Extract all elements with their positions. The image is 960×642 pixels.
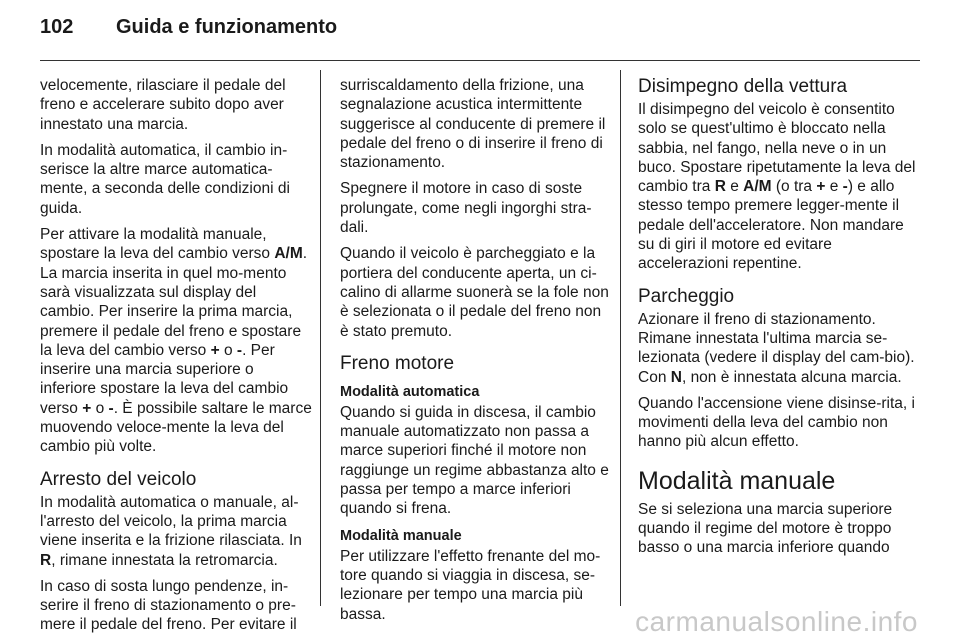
paragraph: Spegnere il motore in caso di soste prolungate, come negli ingorghi stra-dali. — [340, 180, 592, 237]
gear-symbol-minus: - — [236, 341, 243, 359]
page-number: 102 — [40, 16, 74, 38]
gear-symbol-r: R — [714, 178, 726, 196]
text-column-2 — [340, 76, 612, 631]
watermark: carmanualsonline.info — [635, 606, 918, 637]
paragraph: surriscaldamento della frizione, una segnalazione acustica intermittente suggerisce al conducente di premere il pedale del freno o di inserire il freno di stazionamento. — [340, 77, 606, 172]
heading-freno-motore: Freno motore — [340, 352, 455, 374]
subheading-automatica: Modalità automatica — [340, 383, 480, 400]
paragraph: Il disimpegno del veicolo è consentito solo se quest'ultimo è bloccato nella sabbia, nel fango, nella neve o in un buco. Spostare ripetutamente la leva del cambio tra R e A/M (o tra + e -) e allo stesso tempo premere legger-mente il pedale dell'acceleratore. Non mandare su di giri il motore ed evitare accelerazioni repentine. — [638, 101, 916, 273]
subheading-manuale: Modalità manuale — [340, 527, 462, 544]
paragraph: In modalità automatica o manuale, al-l'arresto del veicolo, la prima marcia viene inserita e la frizione rilasciata. In R, rimane innestata la retromarcia. — [40, 493, 302, 569]
paragraph: Quando si guida in discesa, il cambio manuale automatizzato non passa a marce superiori finché il motore non raggiunge un regime abbastanza alto e passa per tempo a marce inferiori quando si frena. — [340, 403, 609, 518]
paragraph: Quando l'accensione viene disinse-rita, i movimenti della leva del cambio non hanno più alcun effetto. — [638, 394, 915, 451]
heading-arresto: Arresto del veicolo — [40, 468, 197, 490]
gear-symbol-minus: - — [842, 178, 848, 196]
heading-disimpegno: Disimpegno della vettura — [638, 76, 848, 97]
paragraph: In caso di sosta lungo pendenze, in-serire il freno di stazionamento o pre-mere il pedale del freno. Per evitare il — [40, 577, 297, 634]
column-divider-2 — [620, 70, 621, 606]
gear-symbol-plus: + — [210, 341, 220, 359]
text-column-3 — [638, 76, 920, 565]
paragraph: velocemente, rilasciare il pedale del freno e accelerare subito dopo aver innestato una marcia. — [40, 77, 286, 133]
gear-symbol-am: A/M — [743, 178, 772, 196]
gear-symbol-n: N — [670, 368, 682, 386]
paragraph: Per attivare la modalità manuale, spostare la leva del cambio verso A/M. La marcia inserita in quel mo-mento sarà visualizzata sul display del cambio. Per inserire la prima marcia, premere il pedale del freno e spostare la leva del cambio verso + o -. Per inserire una marcia superiore o inferiore spostare la leva del cambio verso + o -. È possibile saltare le marce muovendo veloce-mente la leva del cambio più volte. — [40, 226, 312, 456]
paragraph: In modalità automatica, il cambio in-serisce la altre marce automatica-mente, a seconda delle condizioni di guida. — [40, 141, 290, 217]
gear-symbol-am: A/M — [274, 245, 303, 263]
text-column-1 — [40, 76, 312, 642]
gear-symbol-r: R — [40, 551, 52, 569]
column-divider-1 — [320, 70, 321, 606]
section-title: Guida e funzionamento — [116, 16, 338, 38]
gear-symbol-plus: + — [82, 399, 92, 417]
paragraph: Quando il veicolo è parcheggiato e la portiera del conducente aperta, un ci-calino di allarme suonerà se la fole non è selezionata o il pedale del freno non è stato premuto. — [340, 245, 609, 340]
heading-parcheggio: Parcheggio — [638, 285, 735, 307]
gear-symbol-minus: - — [108, 399, 114, 417]
header-rule — [40, 60, 920, 61]
paragraph: Azionare il freno di stazionamento. Rimane innestata l'ultima marcia se-lezionata (vedere il display del cam-bio). Con N, non è innestata alcuna marcia. — [638, 310, 915, 386]
paragraph: Se si seleziona una marcia superiore quando il regime del motore è troppo basso o una marcia inferiore quando — [638, 500, 893, 557]
page-header — [40, 16, 337, 44]
gear-symbol-plus: + — [816, 178, 826, 196]
heading-modalita-manuale: Modalità manuale — [638, 466, 836, 495]
paragraph: Per utilizzare l'effetto frenante del mo-tore quando si viaggia in discesa, se-lezionare per tempo una marcia più bassa. — [340, 547, 601, 623]
